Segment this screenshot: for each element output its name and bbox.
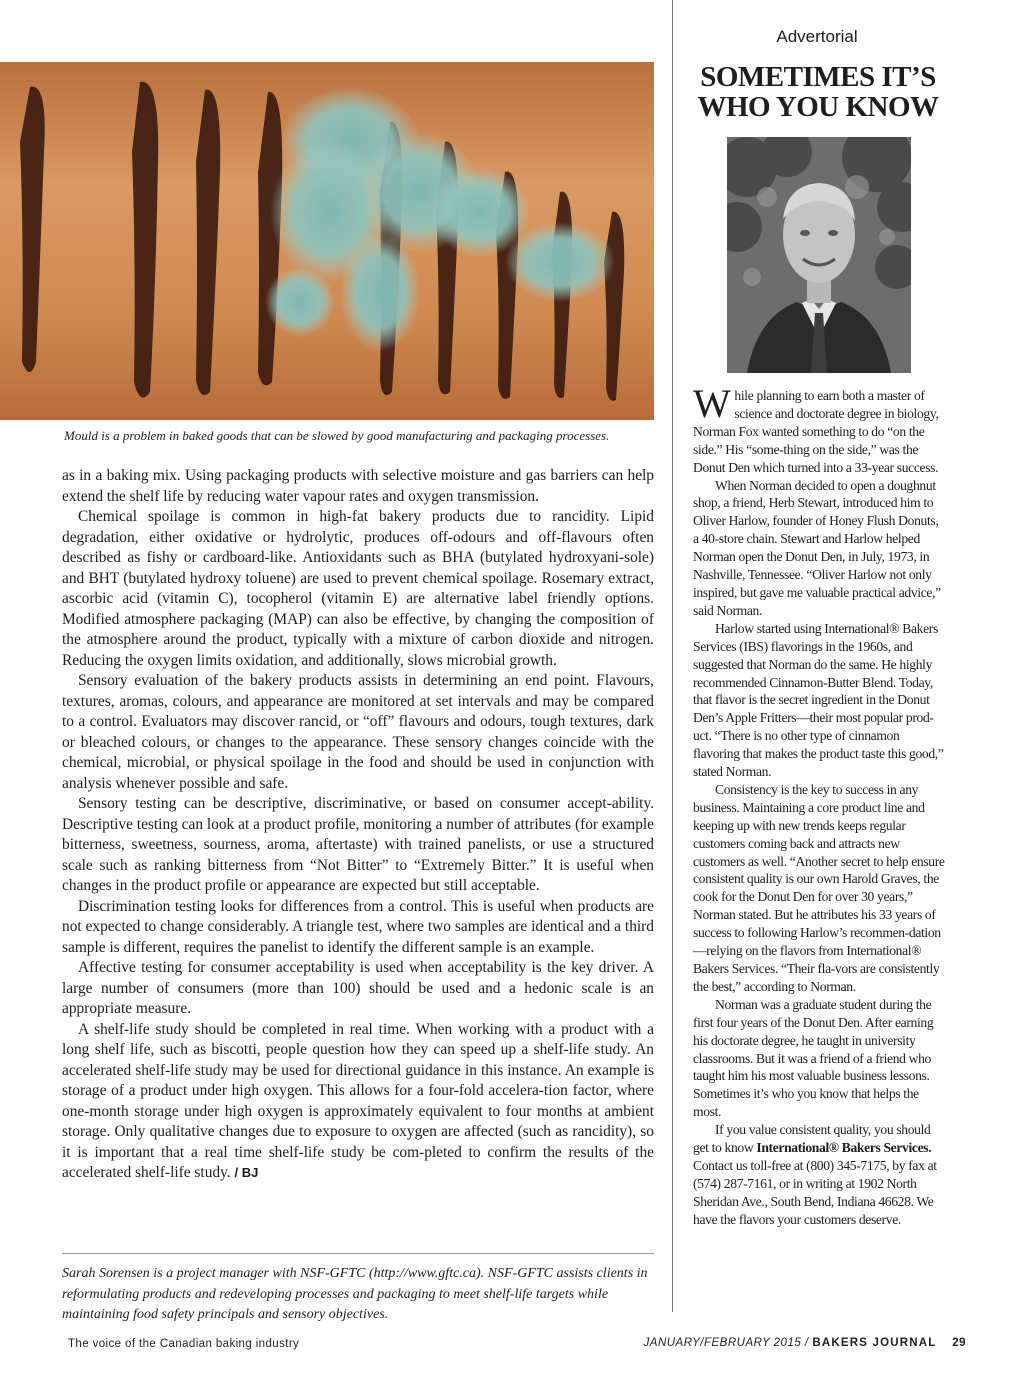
footer-tagline: The voice of the Canadian baking industry (68, 1338, 300, 1350)
end-mark: / BJ (234, 1165, 259, 1180)
photo-caption: Mould is a problem in baked goods that can be slowed by good manufacturing and packaging processes. (64, 428, 610, 443)
sidebar-paragraph: Consistency is the key to success in any business. Maintaining a core product line and keeping up with new trends keeps regular customers coming back and attracts new customers as well. “Another secret to help ensure consistent quality is our own Harold Graves, the cook for the Donut Den for over 30 years,” Norman stated. But he attributes his 33 years of success to following Harlow’s recommen-dation—relying on the flavors from International® Bakers Services. “Their fla-vors are consistently the best,” according to Norman. (693, 781, 945, 994)
sidebar-paragraph (693, 381, 945, 477)
article-paragraph: Discrimination testing looks for differences from a control. This is useful when products are not expected to change considerably. A triangle test, where two samples are identical and a third sample is different, requires the panelist to identify the different sample is an example. (62, 897, 654, 956)
sidebar-title-line: SOMETIMES IT’S (700, 61, 936, 93)
mouldy-bread-photo (0, 62, 654, 420)
sidebar-paragraph: Harlow started using International® Bakers Services (IBS) flavorings in the 1960s, and suggested that Norman do the same. He highly recommended Cinnamon-Butter Blend. Today, that flavor is the secret ingredient in the Donut Den’s Apple Fritters—their most popular prod-uct. “There is no other type of cinnamon flavoring that makes the product taste this good,” stated Norman. (693, 620, 944, 780)
company-name: International® Bakers Services. (756, 1140, 932, 1156)
column-divider (672, 0, 673, 1312)
page-number: 29 (952, 1337, 966, 1349)
sidebar-paragraph (693, 1121, 945, 1228)
sidebar-paragraph: When Norman decided to open a doughnut shop, a friend, Herb Stewart, introduced him to Oliver Harlow, founder of Honey Flush Donuts, a 40-store chain. Stewart and Harlow helped Norman open the Donut Den, in July, 1973, in Nashville, Tennessee. “Oliver Harlow not only inspired, but gave me valuable practical advice,” said Norman. (693, 477, 941, 618)
sidebar-title (690, 62, 946, 122)
article-body (62, 466, 654, 1184)
sidebar-paragraph-text: hile planning to earn both a master of science and doctorate degree in biology, Norman Fox wanted something to do “on the side.” His “some-thing on the side,” was the Donut Den which turned into a 33-year success. (693, 388, 939, 475)
author-bio: Sarah Sorensen is a project manager with NSF-GFTC (http://www.gftc.ca). NSF-GFTC assists clients in reformulating products and redeveloping processes and packaging to meet shelf-life targets while maintaining food safety principals and sensory objectives. (62, 1266, 648, 1322)
issue-date: JANUARY/FEBRUARY 2015 / (643, 1337, 809, 1349)
article-paragraph: Affective testing for consumer acceptability is used when acceptability is the key driver. A large number of consumers (more than 100) should be used and a hedonic scale is an appropriate measure. (62, 959, 654, 1017)
article-paragraph: Sensory evaluation of the bakery products assists in determining an end point. Flavours, textures, aromas, colours, and appearance are monitored at set intervals and may be compared to a control. Evaluators may discover rancid, or “off” flavours and odours, tough textures, dark or bleached colours, or changes to the appearance. These sensory changes coincide with the chemical, microbial, or physical spoilage in the food and should be used in conjunction with analysis whenever possible and safe. (62, 672, 654, 792)
sidebar-title-line: WHO YOU KNOW (697, 91, 939, 123)
portrait-photo (727, 137, 911, 373)
article-paragraph: Sensory testing can be descriptive, discriminative, or based on consumer accept-ability. Descriptive testing can look at a product profile, monitoring a number of attributes (for example bitterness, sweetness, sourness, aroma, aftertaste) with trained panelists, or use a structured scale such as ranking bitterness from “Not Bitter” to “Extremely Bitter.” It is useful when changes in the product profile or appearance are expected but still acceptable. (62, 795, 654, 894)
article-paragraph-text: A shelf-life study should be completed in real time. When working with a product with a long shelf life, such as biscotti, people question how they can speed up a shelf-life study. An accelerated shelf-life study may be used for directional guidance in this instance. An example is storage of a product under high oxygen. This allows for a four-fold accelera-tion factor, where one-month storage under high oxygen is approximately equivalent to four months at ambient storage. Only qualitative changes due to exposure to oxygen are affected (such as rancidity), so it is important that a real time shelf-life study be com-pleted to confirm the results of the accelerated shelf-life study. (62, 1020, 654, 1181)
drop-cap: W (693, 381, 731, 426)
contact-info: Contact us toll-free at (800) 345-7175, by fax at (574) 287-7161, or in writing at 1902 North Sheridan Ave., South Bend, Indiana 46628. We have the flavors your customers deserve. (693, 1157, 937, 1227)
footer-folio (644, 1337, 966, 1349)
magazine-name: BAKERS JOURNAL (812, 1337, 937, 1349)
sidebar-body (693, 381, 945, 1229)
article-paragraph: Chemical spoilage is common in high-fat bakery products due to rancidity. Lipid degradation, either oxidative or hydrolytic, produces off-odours and off-flavours often described as fishy or cardboard-like. Antioxidants such as BHA (butylated hydroxyani-sole) and BHT (butylated hydroxy toluene) are used to prevent chemical spoilage. Rosemary extract, ascorbic acid (vitamin C), tocopherol (vitamin E) are alternative label friendly options. Modified atmosphere packaging (MAP) can also be effective, by changing the composition of the atmosphere around the product, typically with a mixture of carbon dioxide and nitrogen. Reducing the oxygen limits oxidation, and additionally, slows microbial growth. (62, 508, 654, 669)
article-paragraph (62, 1020, 654, 1184)
bio-divider (62, 1253, 654, 1254)
advertorial-label: Advertorial (776, 27, 858, 46)
article-paragraph: as in a baking mix. Using packaging products with selective moisture and gas barriers can help extend the shelf life by reducing water vapour rates and oxygen transmission. (62, 467, 654, 505)
sidebar-paragraph-text: If you value consistent quality, you should get to know (693, 1122, 931, 1156)
sidebar-paragraph: Norman was a graduate student during the first four years of the Donut Den. After earning his doctorate degree, he taught in university classrooms. But it was a friend of a friend who taught him his most valuable business lessons. Sometimes it’s who you know that helps the most. (693, 996, 934, 1120)
